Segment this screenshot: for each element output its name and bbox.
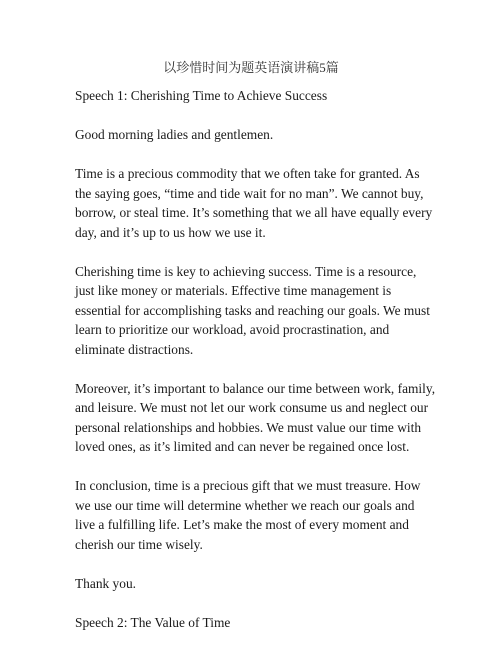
document-body [75, 86, 451, 652]
paragraph-1 [75, 164, 451, 242]
speech-1-heading: Speech 1: Cherishing Time to Achieve Success [75, 88, 328, 103]
document-title: 以珍惜时间为题英语演讲稿5篇 [163, 60, 339, 75]
paragraph-line: we use our time will determine whether we reach our goals and [75, 497, 415, 513]
paragraph-line: Cherishing time is key to achieving success. Time is a resource, [75, 263, 417, 279]
paragraph-line: just like money or materials. Effective time management is [75, 283, 392, 298]
paragraph-line: loved ones, as it’s limited and can never be regained once lost. [75, 439, 410, 454]
paragraph-line: day, and it’s up to us how we use it. [75, 224, 266, 240]
paragraph-line: essential for accomplishing tasks and reaching our goals. We must [75, 302, 430, 318]
paragraph-line: cherish our time wisely. [75, 536, 203, 552]
paragraph-line: live a fulfilling life. Let’s make the most of every moment and [75, 517, 409, 532]
paragraph-line: borrow, or steal time. It’s something that we all have equally every [75, 205, 433, 220]
paragraph-2 [75, 262, 451, 360]
paragraph-line: eliminate distractions. [75, 341, 194, 357]
paragraph-line: personal relationships and hobbies. We must value our time with [75, 419, 422, 435]
paragraph-line: and leisure. We must not let our work consume us and neglect our [75, 400, 429, 415]
paragraph-4 [75, 476, 451, 554]
greeting: Good morning ladies and gentlemen. [75, 127, 274, 142]
paragraph-line: learn to prioritize our workload, avoid procrastination, and [75, 322, 390, 337]
paragraph-line: In conclusion, time is a precious gift that we must treasure. How [75, 478, 421, 493]
closing: Thank you. [75, 575, 136, 591]
paragraph-line: the saying goes, “time and tide wait for no man”. We cannot buy, [75, 185, 424, 201]
paragraph-line: Time is a precious commodity that we often take for granted. As [75, 166, 420, 181]
paragraph-line: Moreover, it’s important to balance our time between work, family, [75, 380, 436, 396]
paragraph-3 [75, 379, 451, 457]
speech-2-heading: Speech 2: The Value of Time [75, 614, 231, 630]
